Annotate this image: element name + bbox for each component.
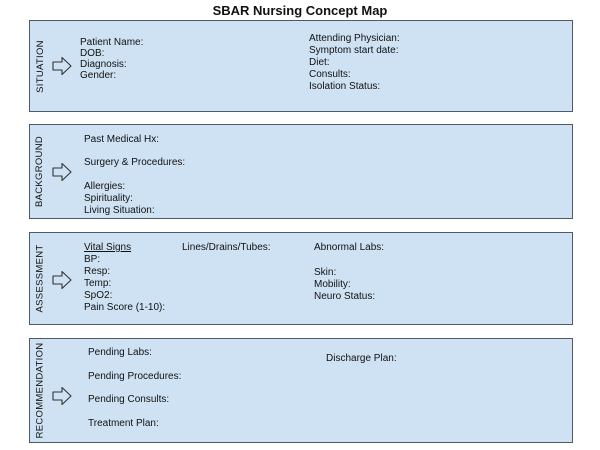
mobility-field: Mobility:: [314, 279, 351, 290]
skin-field: Skin:: [314, 267, 337, 278]
pending-procedures-field: Pending Procedures:: [88, 371, 182, 382]
background-section: [29, 124, 573, 219]
page-title: SBAR Nursing Concept Map: [212, 3, 388, 18]
right-arrow-icon: [52, 386, 72, 406]
right-arrow-icon: [52, 270, 72, 290]
treatment-plan-field: Treatment Plan:: [88, 418, 159, 429]
neuro-status-field: Neuro Status:: [314, 291, 376, 302]
lines-drains-tubes-field: Lines/Drains/Tubes:: [182, 242, 271, 253]
patient-name-field: Patient Name:: [80, 37, 144, 48]
abnormal-labs-field: Abnormal Labs:: [314, 242, 385, 253]
pending-consults-field: Pending Consults:: [88, 394, 170, 405]
resp-field: Resp:: [84, 266, 111, 277]
past-medical-hx-field: Past Medical Hx:: [84, 134, 160, 145]
bp-field: BP:: [84, 254, 101, 265]
situation-section: [29, 20, 573, 112]
recommendation-section: [29, 338, 573, 443]
vital-signs-heading: Vital Signs: [84, 242, 132, 253]
right-arrow-icon: [52, 162, 72, 182]
right-arrow-icon: [52, 56, 72, 76]
recommendation-label: RECOMMENDATION: [34, 342, 46, 439]
surgery-procedures-field: Surgery & Procedures:: [84, 157, 186, 168]
pending-labs-field: Pending Labs:: [88, 347, 152, 358]
dob-field: DOB:: [80, 48, 105, 59]
background-label: BACKGROUND: [34, 135, 46, 208]
symptom-start-date-field: Symptom start date:: [309, 45, 399, 56]
spirituality-field: Spirituality:: [84, 193, 133, 204]
spo2-field: SpO2:: [84, 290, 113, 301]
living-situation-field: Living Situation:: [84, 205, 155, 216]
diet-field: Diet:: [309, 57, 330, 68]
temp-field: Temp:: [84, 278, 112, 289]
isolation-status-field: Isolation Status:: [309, 81, 381, 92]
attending-physician-field: Attending Physician:: [309, 33, 400, 44]
pain-score-field: Pain Score (1-10):: [84, 302, 166, 313]
assessment-section: [29, 232, 573, 325]
gender-field: Gender:: [80, 70, 117, 81]
consults-field: Consults:: [309, 69, 351, 80]
diagnosis-field: Diagnosis:: [80, 59, 127, 70]
allergies-field: Allergies:: [84, 181, 126, 192]
discharge-plan-field: Discharge Plan:: [326, 353, 397, 364]
situation-label: SITUATION: [34, 39, 46, 93]
assessment-label: ASSESSMENT: [34, 244, 46, 313]
